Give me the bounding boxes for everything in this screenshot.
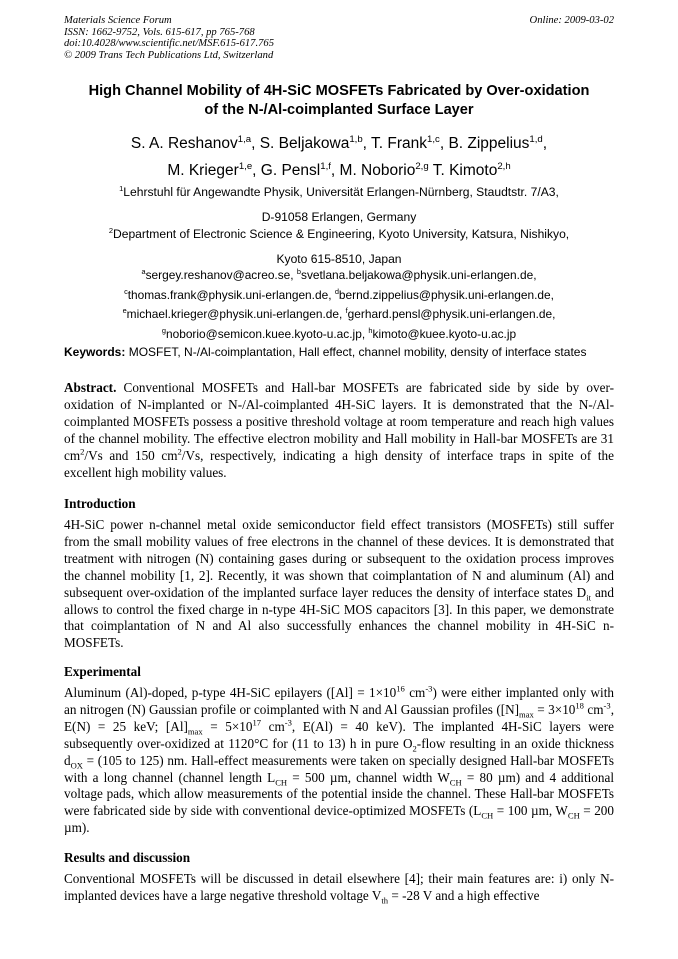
affiliation-line: D-91058 Erlangen, Germany (261, 210, 417, 225)
experimental-run: ) were either implanted only with an nitrogen (N) Gaussian profile or coimplanted with N and Al Gaussian profiles ([N] (64, 685, 614, 717)
title-line-2: of the N-/Al-coimplanted Surface Layer (204, 102, 474, 118)
online-date: Online: 2009-03-02 (529, 15, 614, 26)
author-name: S. A. Reshanov (130, 135, 238, 153)
page-header (64, 15, 614, 61)
introduction-run: and allows to control the fixed charge in n-type 4H-SiC MOS capacitors [3]. In this paper, we demonstrate that coimplantation of N and Al also successfully enhances the channel mobility in 4H-SiC n-MOSFETs. (64, 584, 614, 651)
experimental-run: = 80 µm) and 4 additional voltage pads, which allow measurements of the potential inside the channel. These Hall-bar MOSFETs were fabricated side by side with conventional device-optimized MOSFETs (L (64, 769, 614, 819)
email-link[interactable]: michael.krieger@physik.uni-erlangen.de (126, 307, 340, 322)
copyright-line: © 2009 Trans Tech Publications Ltd, Switzerland (64, 49, 274, 61)
abstract-label: Abstract. (64, 380, 117, 395)
paper-title (40, 82, 638, 120)
results-text (64, 871, 614, 905)
email-sup: e (122, 306, 127, 316)
author-sup: 1,d (529, 134, 543, 145)
experimental-text (64, 685, 614, 837)
email-sup: g (161, 325, 166, 335)
author-name: S. Beljakowa (259, 135, 350, 153)
affiliation-line: Kyoto 615-8510, Japan (276, 252, 402, 267)
email-sup: h (368, 325, 373, 335)
abstract-sup: 2 (80, 446, 85, 457)
results-run: Conventional MOSFETs will be discussed in detail elsewhere [4]; their main features are: i) only N-implanted devices have a large negative threshold voltage V (64, 871, 614, 903)
author-sup: 1,a (237, 134, 252, 145)
author-sup: 1,e (238, 161, 253, 173)
keywords-label: Keywords: (64, 345, 126, 359)
email-sup: f (345, 306, 348, 316)
doi-line: doi:10.4028/www.scientific.net/MSF.615-617.765 (64, 38, 274, 49)
email-link[interactable]: bernd.zippelius@physik.uni-erlangen.de (338, 287, 551, 302)
experimental-heading: Experimental (64, 664, 141, 679)
affiliation-line: Department of Electronic Science & Engineering, Kyoto University, Katsura, Nishikyo, (112, 227, 570, 242)
experimental-run: , E(N) = 25 keV; [Al] (64, 701, 614, 734)
email-link[interactable]: kimoto@kuee.kyoto-u.ac.jp (372, 326, 517, 341)
experimental-run: = 5×10 (202, 718, 253, 734)
email-link[interactable]: thomas.frank@physik.uni-erlangen.de (127, 287, 329, 302)
affiliation-line: Lehrstuhl für Angewandte Physik, Universität Erlangen-Nürnberg, Staudtstr. 7/A3, (123, 185, 559, 200)
author-line-1: S. A. Reshanov$^{1,a}$, S. Beljakowa$^{1,b}$, T. Frank$^{1,c}$, B. Zippelius$^{1,d}$, (130, 134, 548, 153)
experimental-run: Aluminum (Al)-doped, p-type 4H-SiC epilayers ([Al] = 1×10 (64, 685, 397, 700)
email-link[interactable]: svetlana.beljakowa@physik.uni-erlangen.de (301, 267, 534, 282)
experimental-sub: CH (481, 810, 494, 821)
author-sup: 1,b (349, 134, 363, 145)
author-name: B. Zippelius (448, 135, 530, 153)
abstract-text: /Vs and 150 cm (84, 447, 178, 463)
affiliation-2 (40, 222, 638, 268)
email-list: $^a$sergey.reshanov@acreo.se, $^b$svetlana.beljakowa@physik.uni-erlangen.de, $^c$thomas.frank@physik.uni-erlangen.de, $^d$bernd.zippelius@physik.uni-erlangen.de, $^e$michael.krieger@physik.uni-erlangen.de, $^f$gerhard.pensl@physik.uni-erlangen.de, $^g$noborio@semicon.kuee.kyoto-u.ac.jp, $^h$kimoto@kuee.kyoto-u.ac.jp (122, 267, 556, 341)
experimental-sup: -3 (284, 717, 292, 728)
experimental-sub: OX (70, 760, 83, 771)
experimental-run: = 200 µm). (64, 803, 614, 836)
email-sup: a (141, 267, 146, 276)
author-line-2: M. Krieger$^{1,e}$, G. Pensl$^{1,f}$, M. Noborio$^{2,g}$ T. Kimoto$^{2,h}$ (167, 161, 511, 180)
author-sup: 2,g (415, 161, 429, 173)
keywords (64, 344, 622, 360)
experimental-sub: 2 (412, 743, 417, 754)
experimental-run: , E(Al) = 40 keV). The implanted 4H-SiC layers were subsequently over-oxidized at 1120°C for (11 to 13) h in pure O (64, 718, 614, 751)
email-sup: b (296, 267, 301, 276)
results-run: = -28 V and a high effective (388, 887, 540, 903)
experimental-run: cm (261, 718, 285, 734)
experimental-sup: 17 (252, 717, 262, 728)
email-link[interactable]: sergey.reshanov@acreo.se (145, 267, 291, 282)
email-link[interactable]: noborio@semicon.kuee.kyoto-u.ac.jp (165, 326, 362, 341)
author-sup: 2,h (497, 161, 511, 173)
introduction-sub: it (586, 592, 591, 603)
experimental-run: = 500 µm, channel width W (287, 769, 450, 785)
experimental-sub: max (187, 726, 203, 737)
experimental-sup: -3 (425, 683, 433, 694)
abstract (64, 380, 614, 481)
email-sup: d (334, 286, 339, 296)
author-sup: 1,f (320, 161, 331, 173)
experimental-sub: CH (275, 777, 288, 788)
experimental-sub: max (519, 709, 534, 720)
author-name: T. Frank (371, 135, 427, 153)
experimental-run: cm (404, 685, 426, 700)
author-sup: 1,c (427, 134, 440, 145)
author-name: G. Pensl (260, 162, 321, 180)
experimental-sup: 16 (396, 683, 405, 694)
experimental-run: cm (583, 701, 604, 717)
experimental-sup: -3 (603, 700, 611, 711)
introduction-heading: Introduction (64, 496, 136, 511)
author-list (40, 128, 638, 182)
experimental-run: = (105 to 125) nm. Hall-effect measurements were taken on specially designed Hall-bar MOSFETs with a long channel (channel length L (64, 752, 614, 785)
affiliation-sup: 2 (108, 226, 113, 235)
experimental-run: -flow resulting in an oxide thickness d (64, 735, 614, 768)
experimental-sub: CH (449, 777, 462, 788)
affiliation-sup: 1 (119, 184, 124, 193)
experimental-run: = 3×10 (533, 701, 576, 717)
issn-line: ISSN: 1662-9752, Vols. 615-617, pp 765-768 (64, 26, 255, 38)
keywords-text: MOSFET, N-/Al-coimplantation, Hall effect, channel mobility, density of interface states (128, 345, 587, 359)
results-heading: Results and discussion (64, 850, 191, 865)
experimental-sup: 18 (575, 700, 584, 711)
introduction-text (64, 517, 614, 652)
email-sup: c (124, 286, 128, 296)
email-link[interactable]: gerhard.pensl@physik.uni-erlangen.de (347, 307, 553, 322)
author-name: M. Krieger (167, 162, 239, 180)
abstract-text: Conventional MOSFETs and Hall-bar MOSFETs are fabricated side by side by over-oxidation of N-implanted or N-/Al-coimplanted 4H-SiC layers. It is demonstrated that the N-/Al-coimplanted MOSFETs possess a positive threshold voltage at room temperature and reach high values of the channel mobility. The effective electron mobility and Hall mobility in Hall-bar MOSFETs are 31 cm (64, 380, 614, 463)
abstract-text: /Vs, respectively, indicating a high density of interface traps in spite of the excellent high mobility values. (64, 447, 614, 480)
experimental-sub: CH (567, 810, 580, 821)
author-name: M. Noborio (339, 162, 416, 180)
title-line-1: High Channel Mobility of 4H-SiC MOSFETs Fabricated by Over-oxidation (88, 83, 590, 99)
results-sub: th (381, 895, 389, 906)
abstract-sup: 2 (177, 446, 182, 457)
journal-name: Materials Science Forum (64, 15, 172, 26)
introduction-run: 4H-SiC power n-channel metal oxide semiconductor field effect transistors (MOSFETs) still suffer from the small mobility values of free electrons in the channel of these devices. It is demonstrated that treatment with nitrogen (N) containing gases during or subsequent to the oxidation process improves the channel mobility [1, 2]. Recently, it was shown that coimplantation of N and aluminum (Al) and subsequent over-oxidation of the implanted surface layer reduces the density of interface states D (64, 517, 614, 600)
author-name: T. Kimoto (432, 162, 498, 180)
affiliation-1 (40, 180, 638, 226)
experimental-run: = 100 µm, W (493, 803, 568, 819)
